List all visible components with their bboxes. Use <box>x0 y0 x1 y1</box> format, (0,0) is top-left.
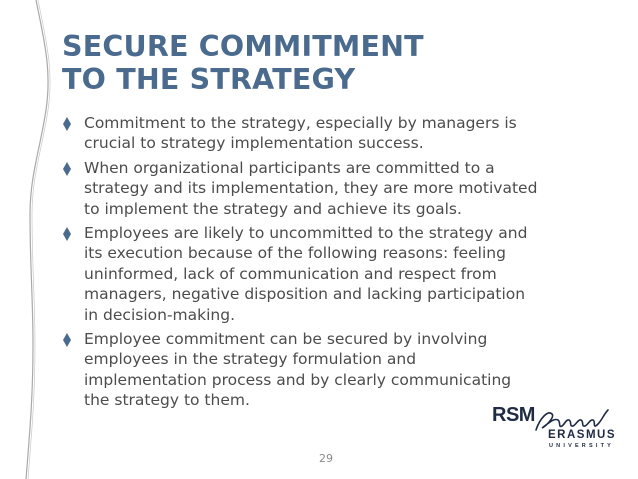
bullet-text-line: Employees are likely to uncommitted to the strategy and <box>84 224 528 243</box>
bullet-text-line: uninformed, lack of communication and respect from <box>84 264 497 283</box>
diamond-bullet-icon <box>62 116 76 132</box>
title-line: TO THE STRATEGY <box>62 63 356 96</box>
rsm-erasmus-logo <box>492 400 617 460</box>
decorative-left-border <box>0 0 60 479</box>
diamond-bullet-icon <box>62 332 76 348</box>
bullet-item <box>62 223 602 325</box>
bullet-text-line: crucial to strategy implementation success. <box>84 134 424 153</box>
bullet-item <box>62 158 602 219</box>
bullet-text-line: Commitment to the strategy, especially by managers is <box>84 114 517 132</box>
bullet-text-line: the strategy to them. <box>84 391 250 410</box>
logo-rsm-text: RSM <box>492 404 535 426</box>
bullet-text-line: When organizational participants are committed to a <box>84 158 495 177</box>
bullet-list <box>62 113 602 415</box>
bullet-text-line: employees in the strategy formulation and <box>84 350 417 369</box>
bullet-item <box>62 113 602 154</box>
bullet-text-line: managers, negative disposition and lacking participation <box>84 285 526 304</box>
bullet-text-line: its execution because of the following reasons: feeling <box>84 244 506 263</box>
title-line: SECURE COMMITMENT <box>62 30 424 63</box>
bullet-text-line: in decision-making. <box>84 305 236 324</box>
bullet-item <box>62 329 602 411</box>
logo-erasmus-text: ERASMUS <box>548 429 617 441</box>
bullet-text-line: implementation process and by clearly communicating <box>84 370 512 389</box>
page-number: 29 <box>319 452 333 465</box>
diamond-bullet-icon <box>62 226 76 242</box>
bullet-text-line: strategy and its implementation, they are more motivated <box>84 179 538 198</box>
bullet-text-line: Employee commitment can be secured by involving <box>84 330 488 349</box>
diamond-bullet-icon <box>62 161 76 177</box>
slide-title <box>62 30 582 96</box>
logo-university-text: UNIVERSITY <box>549 443 615 449</box>
bullet-text-line: to implement the strategy and achieve its goals. <box>84 199 462 218</box>
